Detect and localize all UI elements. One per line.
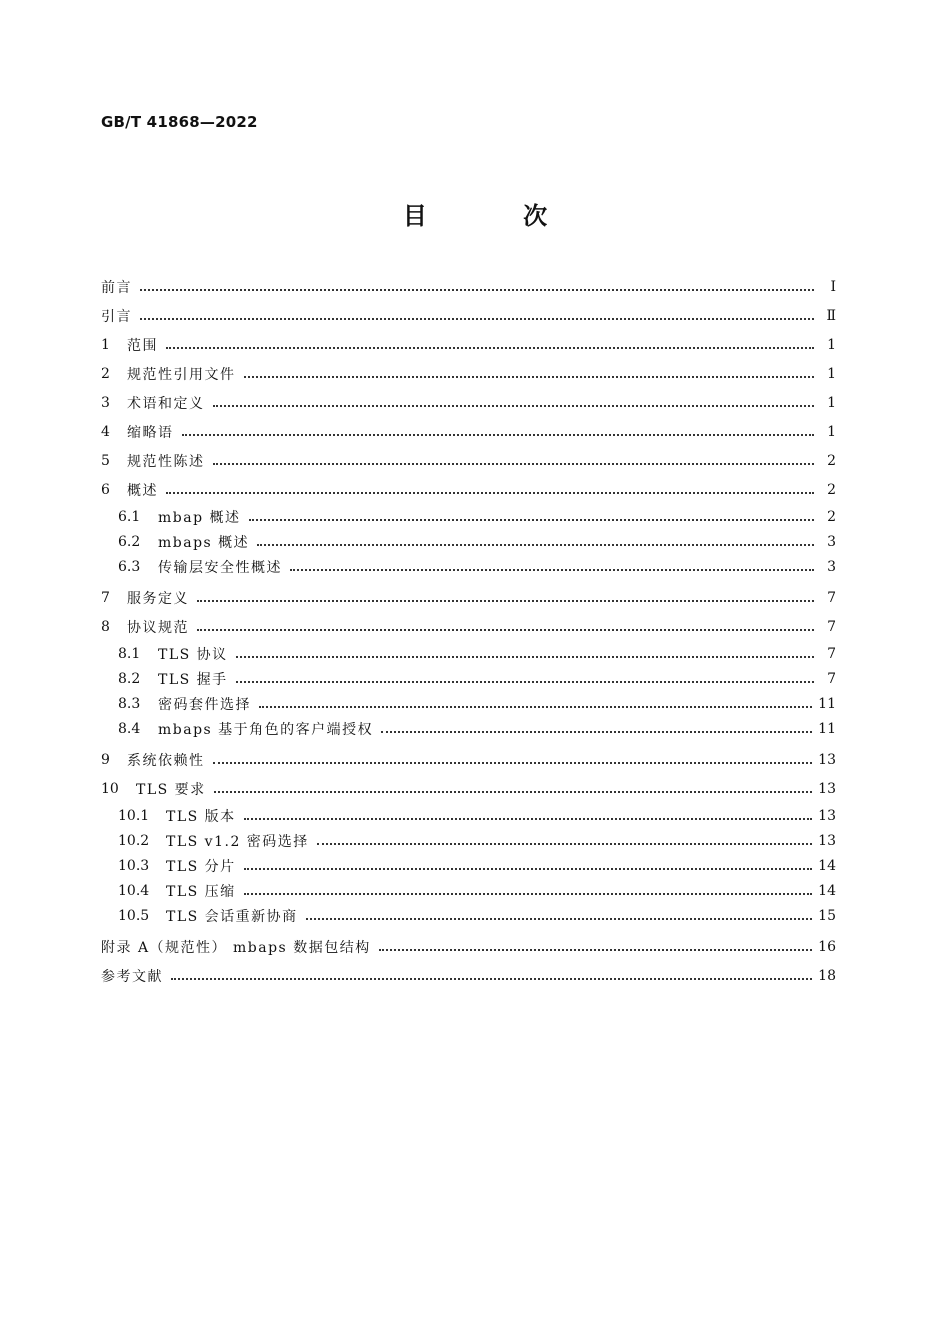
toc-entry-label: 规范性陈述 [127, 453, 205, 470]
toc-leader-dots [236, 655, 814, 658]
toc-entry-page: 13 [818, 780, 836, 797]
toc-entry-label: 概述 [127, 482, 158, 499]
toc-entry-6-3[interactable] [101, 554, 836, 579]
toc-entry-label: mbaps 基于角色的客户端授权 [158, 721, 374, 738]
toc-leader-dots [244, 817, 812, 820]
toc-entry-number: 4 [101, 423, 110, 440]
toc-leader-dots [197, 628, 814, 631]
toc-entry-number: 10.2 [118, 832, 150, 849]
toc-entry-10-3[interactable] [101, 853, 836, 878]
toc-entry-label: mbap 概述 [158, 509, 241, 526]
toc-title: 目 次 [402, 202, 592, 230]
toc-entry-number: 1 [101, 336, 110, 353]
toc-entry-label: 参考文献 [101, 968, 163, 985]
toc-entry-label: 规范性引用文件 [127, 366, 236, 383]
toc-leader-dots [290, 568, 814, 571]
toc-entry-number: 10.3 [118, 857, 150, 874]
toc-entry-page: Ⅰ [830, 278, 836, 295]
toc-entry-annex-a[interactable] [101, 932, 836, 961]
toc-leader-dots [197, 599, 814, 602]
toc-entry-label: TLS v1.2 密码选择 [166, 833, 309, 850]
toc-entry-label: TLS 分片 [166, 858, 236, 875]
toc-leader-dots [249, 518, 815, 521]
toc-entry-page: 7 [827, 670, 836, 687]
toc-entry-page: 1 [827, 365, 836, 382]
toc-entry-label: 服务定义 [127, 590, 189, 607]
toc-entry-number: 6.3 [118, 558, 141, 575]
toc-entry-label: 术语和定义 [127, 395, 205, 412]
toc-entry-5[interactable] [101, 446, 836, 475]
toc-leader-dots [244, 892, 812, 895]
toc-entry-label: 传输层安全性概述 [158, 559, 282, 576]
toc-entry-number: 5 [101, 452, 110, 469]
toc-leader-dots [140, 288, 814, 291]
toc-entry-8[interactable] [101, 612, 836, 641]
toc-entry-label: 密码套件选择 [158, 696, 251, 713]
toc-entry-page: 1 [827, 336, 836, 353]
toc-entry-10-4[interactable] [101, 878, 836, 903]
toc-leader-dots [379, 948, 812, 951]
toc-entry-number: 8.1 [118, 645, 141, 662]
toc-entry-number: 9 [101, 751, 110, 768]
toc-entry-10-5[interactable] [101, 903, 836, 928]
toc-entry-introduction[interactable] [101, 301, 836, 330]
toc-entry-page: 13 [818, 832, 836, 849]
toc-entry-page: Ⅱ [826, 307, 836, 324]
toc-entry-page: 18 [818, 967, 836, 984]
toc-entry-label: 系统依赖性 [127, 752, 205, 769]
toc-leader-dots [259, 705, 812, 708]
toc-entry-bibliography[interactable] [101, 961, 836, 990]
toc-entry-label: 前言 [101, 279, 132, 296]
toc-entry-page: 11 [818, 720, 836, 737]
toc-entry-number: 6.1 [118, 508, 141, 525]
toc-entry-page: 14 [818, 857, 836, 874]
toc-entry-page: 1 [827, 394, 836, 411]
toc-entry-label: TLS 协议 [158, 646, 228, 663]
toc-leader-dots [214, 790, 812, 793]
toc-entry-number: 10.1 [118, 807, 150, 824]
toc-entry-number: 8 [101, 618, 110, 635]
toc-entry-3[interactable] [101, 388, 836, 417]
toc-entry-number: 8.3 [118, 695, 141, 712]
toc-leader-dots [381, 730, 812, 733]
toc-entry-8-2[interactable] [101, 666, 836, 691]
toc-entry-2[interactable] [101, 359, 836, 388]
toc-entry-label: TLS 版本 [166, 808, 236, 825]
toc-entry-number: 3 [101, 394, 110, 411]
toc-entry-label: 缩略语 [127, 424, 174, 441]
toc-entry-number: 2 [101, 365, 110, 382]
toc-entry-label: 引言 [101, 308, 132, 325]
toc-leader-dots [166, 346, 814, 349]
toc-entry-foreword[interactable] [101, 272, 836, 301]
toc-entry-number: 6 [101, 481, 110, 498]
toc-entry-page: 7 [827, 589, 836, 606]
toc-entry-label: TLS 要求 [136, 781, 206, 798]
toc-entry-9[interactable] [101, 745, 836, 774]
toc-entry-1[interactable] [101, 330, 836, 359]
toc-leader-dots [171, 977, 812, 980]
toc-entry-10-1[interactable] [101, 803, 836, 828]
toc-entry-page: 2 [827, 452, 836, 469]
toc-entry-6-1[interactable] [101, 504, 836, 529]
toc-leader-dots [182, 433, 815, 436]
toc-entry-page: 2 [827, 481, 836, 498]
toc-leader-dots [306, 917, 812, 920]
toc-entry-8-3[interactable] [101, 691, 836, 716]
toc-entry-4[interactable] [101, 417, 836, 446]
toc-entry-page: 7 [827, 645, 836, 662]
toc-entry-page: 14 [818, 882, 836, 899]
toc-entry-page: 13 [818, 807, 836, 824]
toc-entry-page: 11 [818, 695, 836, 712]
toc-entry-8-4[interactable] [101, 716, 836, 741]
toc-leader-dots [213, 404, 815, 407]
toc-entry-page: 1 [827, 423, 836, 440]
toc-entry-10-2[interactable] [101, 828, 836, 853]
toc-leader-dots [213, 761, 813, 764]
toc-entry-page: 13 [818, 751, 836, 768]
toc-leader-dots [317, 842, 812, 845]
toc-entry-label: TLS 会话重新协商 [166, 908, 298, 925]
toc-entry-label: 协议规范 [127, 619, 189, 636]
table-of-contents [101, 272, 836, 990]
document-code: GB/T 41868—2022 [101, 113, 258, 131]
toc-entry-page: 15 [818, 907, 836, 924]
toc-entry-number: 10 [101, 780, 119, 797]
toc-leader-dots [257, 543, 814, 546]
toc-entry-label: 附录 A（规范性） mbaps 数据包结构 [101, 939, 371, 956]
toc-entry-page: 3 [827, 533, 836, 550]
toc-entry-number: 6.2 [118, 533, 141, 550]
toc-entry-label: TLS 握手 [158, 671, 228, 688]
toc-leader-dots [140, 317, 814, 320]
toc-entry-number: 10.5 [118, 907, 150, 924]
toc-entry-label: TLS 压缩 [166, 883, 236, 900]
toc-leader-dots [236, 680, 814, 683]
toc-leader-dots [244, 867, 812, 870]
toc-entry-page: 16 [818, 938, 836, 955]
toc-entry-6[interactable] [101, 475, 836, 504]
toc-leader-dots [166, 491, 814, 494]
toc-entry-number: 7 [101, 589, 110, 606]
toc-entry-number: 8.4 [118, 720, 141, 737]
toc-entry-7[interactable] [101, 583, 836, 612]
toc-entry-10[interactable] [101, 774, 836, 803]
toc-entry-label: 范围 [127, 337, 158, 354]
toc-entry-page: 3 [827, 558, 836, 575]
toc-entry-8-1[interactable] [101, 641, 836, 666]
toc-entry-label: mbaps 概述 [158, 534, 250, 551]
toc-entry-number: 10.4 [118, 882, 150, 899]
toc-entry-number: 8.2 [118, 670, 141, 687]
toc-entry-page: 7 [827, 618, 836, 635]
toc-entry-page: 2 [827, 508, 836, 525]
toc-entry-6-2[interactable] [101, 529, 836, 554]
toc-leader-dots [244, 375, 815, 378]
toc-leader-dots [213, 462, 815, 465]
